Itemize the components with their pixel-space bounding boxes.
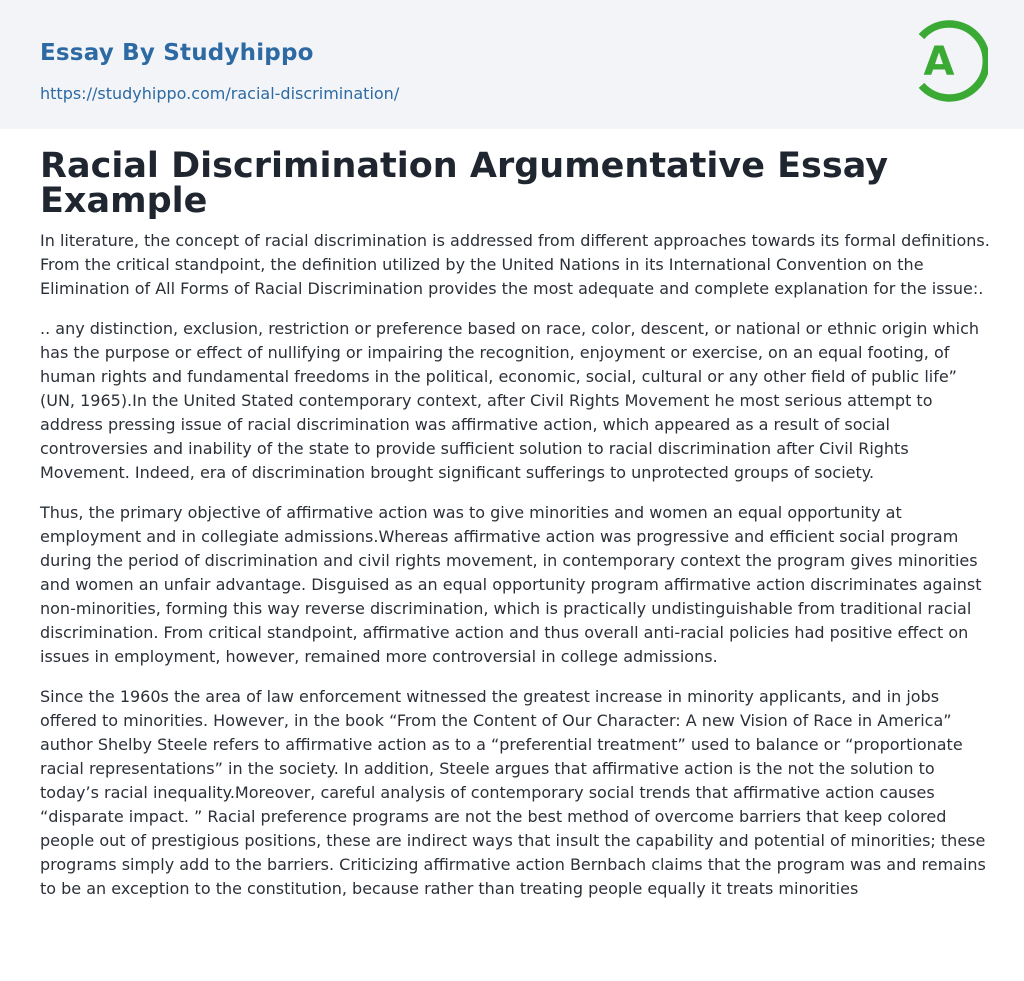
logo-letter: A xyxy=(923,39,955,85)
source-url-link[interactable]: https://studyhippo.com/racial-discrimination/ xyxy=(40,84,400,103)
site-brand[interactable]: Essay By Studyhippo xyxy=(40,40,314,66)
essay-paragraph: Thus, the primary objective of affirmative action was to give minorities and women an equal opportunity at employment and in collegiate admissions.Whereas affirmative action was progressive and efficient social program during the period of discrimination and civil rights movement, in contemporary context the program gives minorities and women an unfair advantage. Disguised as an equal opportunity program affirmative action discriminates against non-minorities, forming this way reverse discrimination, which is practically undistinguishable from traditional racial discrimination. From critical standpoint, affirmative action and thus overall anti-racial policies had positive effect on issues in employment, however, remained more controversial in college admissions. xyxy=(40,503,982,666)
site-header xyxy=(0,0,1024,129)
essay-paragraph: .. any distinction, exclusion, restriction or preference based on race, color, descent, or national or ethnic origin which has the purpose or effect of nullifying or impairing the recognition, enjoyment or exercise, on an equal footing, of human rights and fundamental freedoms in the political, economic, social, cultural or any other field of public life” (UN, 1965).In the United Stated contemporary context, after Civil Rights Movement he most serious attempt to address pressing issue of racial discrimination was affirmative action, which appeared as a result of social controversies and inability of the state to provide sufficient solution to racial discrimination after Civil Rights Movement. Indeed, era of discrimination brought significant sufferings to unprotected groups of society. xyxy=(40,319,980,482)
studyhippo-logo-icon[interactable] xyxy=(902,18,988,104)
essay-body xyxy=(40,229,990,917)
essay-paragraph: In literature, the concept of racial discrimination is addressed from different approaches towards its formal definitions. From the critical standpoint, the definition utilized by the United Nations in its International Convention on the Elimination of All Forms of Racial Discrimination provides the most adequate and complete explanation for the issue:. xyxy=(40,231,990,298)
page-title: Racial Discrimination Argumentative Essay Example xyxy=(40,146,889,221)
essay-paragraph: Since the 1960s the area of law enforcement witnessed the greatest increase in minority applicants, and in jobs offered to minorities. However, in the book “From the Content of Our Character: A new Vision of Race in America” author Shelby Steele refers to affirmative action as to a “preferential treatment” used to balance or “proportionate racial representations” in the society. In addition, Steele argues that affirmative action is the not the solution to today’s racial inequality.Moreover, careful analysis of contemporary social trends that affirmative action causes “disparate impact. ” Racial preference programs are not the best method of overcome barriers that keep colored people out of prestigious positions, these are indirect ways that insult the capability and potential of minorities; these programs simply add to the barriers. Criticizing affirmative action Bernbach claims that the program was and remains to be an exception to the constitution, because rather than treating people equally it treats minorities xyxy=(40,687,986,898)
